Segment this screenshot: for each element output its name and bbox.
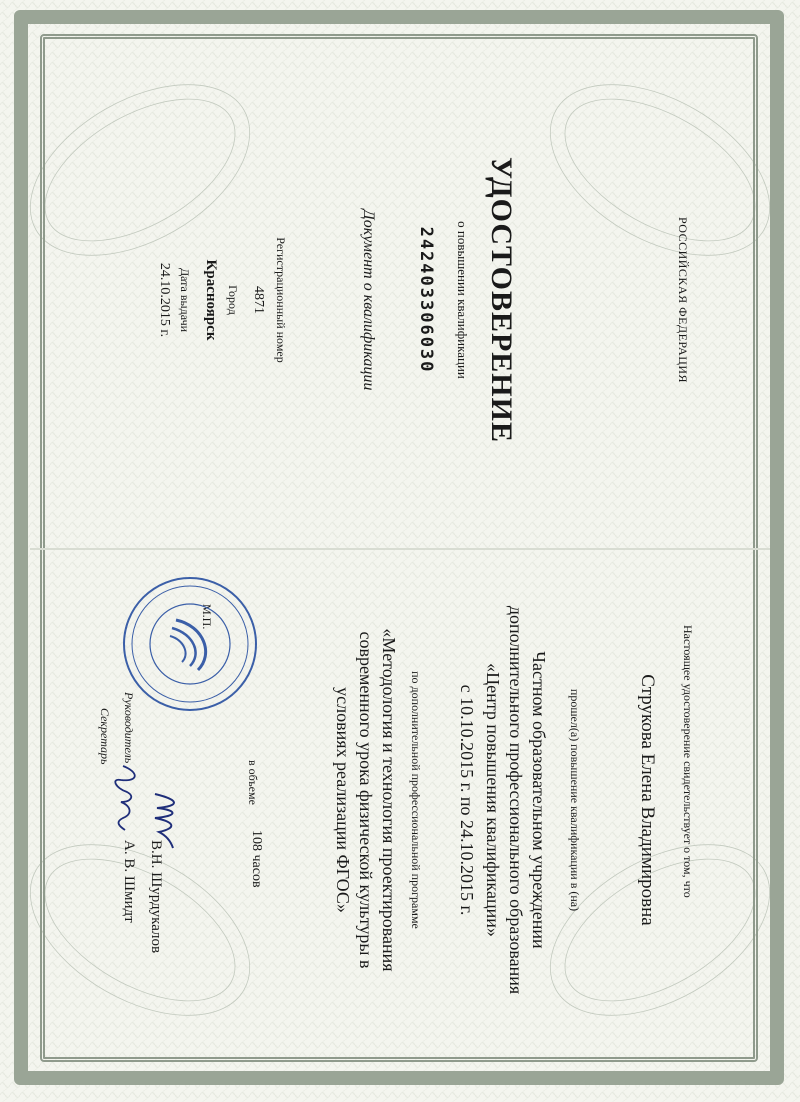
program-line-2: современного урока физической культуры в — [356, 631, 376, 969]
institution-line-1: Частном образовательном учреждении — [529, 651, 549, 949]
issue-date-label: Дата выдачи — [178, 267, 192, 333]
program-line-1: «Методология и технология проектирования — [379, 628, 399, 972]
secretary-name: А. В. Шмидт — [121, 840, 137, 923]
institution-line-3: «Центр повышения квалификации» — [483, 663, 503, 937]
official-seal — [120, 574, 260, 714]
head-name: В.Н. Шурдукалов — [148, 840, 164, 954]
training-period: с 10.10.2015 г. по 24.10.2015 г. — [457, 684, 477, 916]
city-value: Красноярск — [203, 259, 219, 341]
program-label: по дополнительной профессиональной программе — [409, 671, 423, 929]
passed-label: прошел(а) повышение квалификации в (на) — [568, 688, 582, 912]
registration-number-label: Регистрационный номер — [274, 237, 288, 363]
serial-number: 242403306030 — [416, 226, 436, 374]
institution-line-2: дополнительного профессионального образования — [506, 605, 526, 995]
country-label: РОССИЙСКАЯ ФЕДЕРАЦИЯ — [676, 216, 690, 384]
intro-line: Настоящее удостоверение свидетельствует о том, что — [681, 625, 695, 898]
issue-date-value: 24.10.2015 г. — [157, 262, 172, 338]
holder-name: Струкова Елена Владимировна — [637, 674, 658, 926]
secretary-signature — [105, 762, 145, 832]
city-label: Город — [226, 285, 240, 315]
stamp-mark-label: М.П. — [200, 604, 214, 630]
certificate-title: УДОСТОВЕРЕНИЕ — [485, 157, 518, 443]
head-label: Руководитель — [122, 692, 136, 764]
volume-label: в объеме — [246, 760, 260, 805]
program-line-3: условиях реализации ФГОС» — [333, 687, 353, 913]
volume-value: 108 часов — [249, 830, 264, 888]
certificate-subtitle: о повышении квалификации — [455, 221, 470, 379]
registration-number-value: 4871 — [251, 286, 266, 314]
secretary-label: Секретарь — [98, 708, 112, 765]
document-kind: Документ о квалификации — [360, 209, 377, 391]
head-signature — [145, 790, 185, 850]
